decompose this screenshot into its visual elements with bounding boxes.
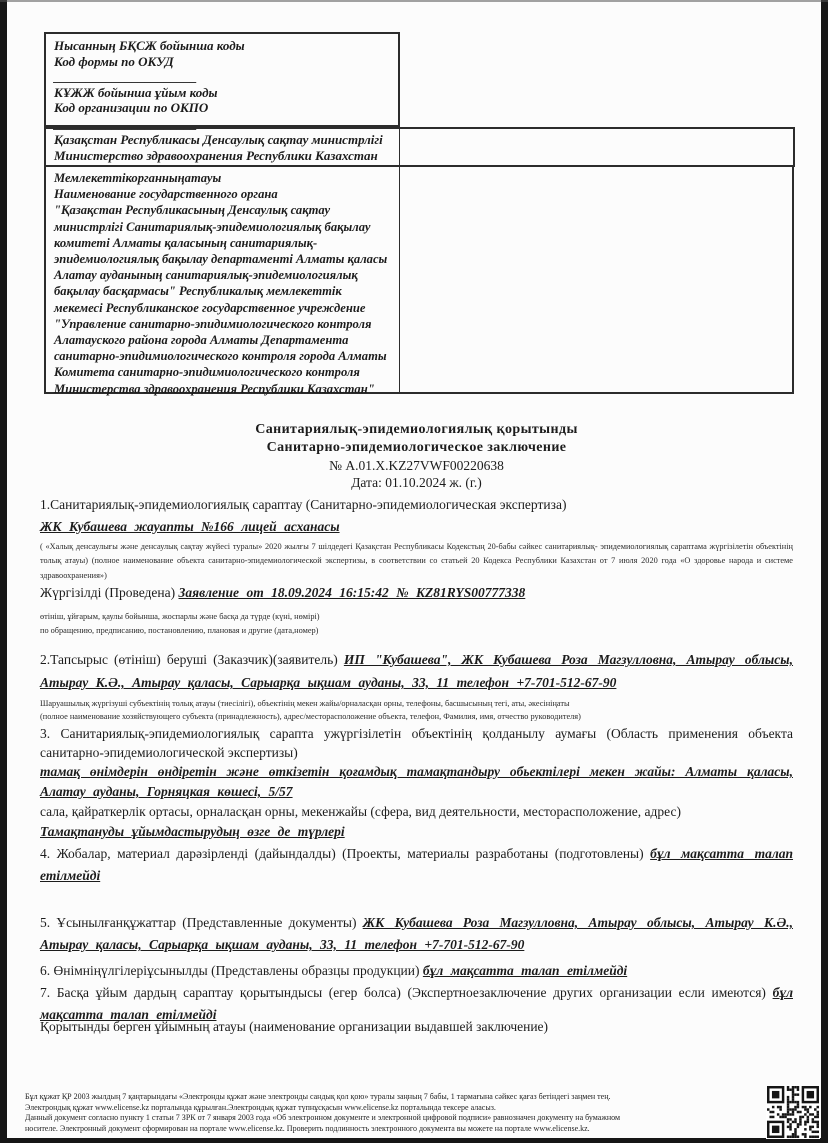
section-3-value-2: Тамақтануды ұйымдастырудың өзге де түрлері [40,824,345,839]
footer-line-2: Электрондық құжат www.elicense.kz порталында құрылған.Электрондық құжат түпнұсқасын www.elicense.kz порталында тексере аласыз. [25,1102,496,1112]
proved-note-ru: по обращению, предписанию, постановлению, плановая и другие (дата,номер) [40,625,319,635]
section-5 [40,912,793,956]
section-7-value: бұл мақсатта талап етілмейді [40,985,793,1022]
section-4 [40,843,793,887]
document-number: № А.01.Х.KZ27VWF00220638 [329,458,504,473]
gov-organ-label-kz: Мемлекеттікорганныңатауы [54,171,222,185]
section-7-label: 7. Басқа ұйым дардың сараптау қорытындысы (егер болса) (Экспертноезаключение других организации если имеются) [40,985,766,1000]
scan-edge-bottom [0,1138,828,1143]
section-1-label: 1.Санитариялық-эпидемиологиялық сараптау (Санитарно-эпидемиологическая экспертиза) [40,497,567,512]
section-6 [40,960,793,982]
ministry-name-ru: Министерство здравоохранения Республики Казахстан [54,147,378,163]
section-1-value: ЖК Кубашева жауапты №166 лицей асханасы [40,519,340,534]
section-3-label: 3. Санитариялық-эпидемиологиялық сарапта ужүргізілетін объектінің қолданылу аумағы (Область применения объекта санитарно-эпидемиологической экспертизы) [40,726,793,760]
section-1-note: ( «Халық денсаулығы және денсаулық сақтау жүйесі туралы» 2020 жылғы 7 шілдедегі Қазақстан Республикасы Кодекстың 20-бабы сәйкес санитариялық- эпидемиологиялық сараптама жүргізілетін объектінің толық атауы) (полное наименование объекта санитарно-эпидемиологической экспертизы, в соответствии со статьей 20 Кодекса Республики Казахстан от 7 июля 2020 года «О здоровье народа и системе здравоохранения») [40,542,793,580]
section-2-label: 2.Тапсырыс (өтініш) беруші (Заказчик)(заявитель) [40,652,338,667]
scan-edge-right [821,0,828,1143]
ministry-empty-cell [400,129,793,165]
section-6-label: 6. Өнімніңүлгілеріұсынылды (Представлены образцы продукции) [40,963,420,978]
section-2 [40,648,793,694]
okpo-label-kz: КҰЖЖ бойынша ұйым коды [54,84,218,100]
qr-code [766,1085,820,1139]
section-3-mid: сала, қайраткерлік ортасы, орналасқан орны, мекенжайы (сфера, вид деятельности, месторасположение, адрес) [40,804,681,819]
section-2-value: ИП "Кубашева", ЖК Кубашева Роза Магзулловна, Атырау облысы, Атырау К.Ә., Атырау қаласы, Сарыарқа ықшам ауданы, 33, 11 телефон +7-701-512-67-90 [40,652,794,690]
section-3-value-1: тамақ өнімдерін өндіретін және өткізетін қоғамдық тамақтандыру обьектілері мекен жайы: Алматы қаласы, Алатау ауданы, Горняцкая көшесі, 5/57 [40,764,793,799]
footer-line-1: Бұл құжат ҚР 2003 жылдың 7 қаңтарындағы «Электронды құжат және электронды сандық қол қою» туралы заңның 7 бабы, 1 тармағына сәйкес қағаз бетіндегі заңмен тең. [25,1092,611,1101]
section-5-label: 5. Ұсынылғанқұжаттар (Представленные документы) [40,915,357,930]
document-title-block [40,421,793,491]
section-2-note-kz: Шаруашылық жүргізуші субъектінің толық атауы (тиесілігі), объектінің мекен жайы/орналасқан орны, телефоны, басшысының тегі, аты, әкесініңаты [40,699,570,708]
section-5-value: ЖК Кубашева Роза Магзулловна, Атырау облысы, Атырау К.Ә., Атырау қаласы, Сарыарқа ықшам ауданы, 33, 11 телефон +7-701-512-67-90 [40,915,793,952]
section-6-value: бұл мақсатта талап етілмейді [422,963,628,978]
gov-organ-row [44,167,794,394]
okud-value-line: ______________________ [54,69,197,84]
section-4-label: 4. Жобалар, материал дарәзірленді (дайындалды) (Проекты, материалы разработаны (подготовлены) [40,846,644,861]
ministry-row [44,127,795,167]
okud-okpo-codes-cell [44,32,400,131]
gov-organ-empty-cell [400,167,792,392]
okud-label-kz: Нысанның БҚСЖ бойынша коды [54,38,245,53]
gov-organ-cell [46,167,400,396]
title-kz: Санитариялық-эпидемиологиялық қорытынды [255,422,578,437]
proved-note [40,610,793,637]
footer-line-3: Данный документ согласно пункту 1 статьи 7 ЗРК от 7 января 2003 года «Об электронном документе и электронной цифровой подписи» равнозначен документу на бумажном [25,1113,621,1123]
okpo-label-ru: Код организации по ОКПО [54,100,209,115]
issuer-line: Қорытынды берген ұйымның атауы (наименование организации выдавшей заключение) [40,1019,549,1034]
section-3 [40,724,793,842]
document-date: Дата: 01.10.2024 ж. (г.) [351,475,482,490]
proved-note-kz: өтініш, ұйғарым, қаулы бойынша, жоспарлы және басқа да түрде (күні, нөмірі) [40,612,320,621]
title-ru: Санитарно-эпидемиологическое заключение [266,440,567,455]
legal-footer [25,1092,758,1134]
section-2-note-ru: (полное наименование хозяйствующего субъекта (принадлежность), адрес/месторасположение объекта, телефон, Фамилия, имя, отчество руководителя) [40,712,581,721]
section-2-note [40,697,793,723]
section-1 [40,494,793,538]
okpo-value-line: ______________________ [54,115,197,131]
gov-organ-label-ru: Наименование государственного органа [54,187,278,202]
okud-label-ru: Код формы по ОКУД [54,53,174,69]
scan-edge-top [0,0,828,2]
section-4-value: бұл мақсатта талап етілмейді [40,846,794,883]
scan-edge-left [0,0,7,1143]
ministry-name-kz: Қазақстан Республикасы Денсаулық сақтау министрлігі [54,132,383,147]
footer-line-4: носителе. Электронный документ сформирован на портале www.elicense.kz. Проверить подлинность электронного документа вы можете на портале www.elicense.kz. [25,1123,590,1133]
proved-label: Жүргізілді (Проведена) [40,585,176,600]
ministry-cell [46,129,400,165]
proved-value: Заявление от 18.09.2024 16:15:42 № KZ81RYS00777338 [178,585,526,600]
gov-organ-name: "Қазақстан Республикасының Денсаулық сақтау министрлігі Санитариялық-эпидемиологиялық бақылау комитеті Алматы қаласының санитариялық-эпидемиологиялық бақылау департаменті Алматы қаласы Алатау ауданының санитариялық-эпидемиологиялық бақылау басқармасы" Республикалық мемлекеттік мекемесі Республиканское государственное учреждение "Управление санитарно-эпидимиологического контроля Алатауского района города Алматы Департамента санитарно-эпидимиологического контроля города Алматы Комитета санитарно-эпидимиологического контроля Министерства здравоохранения Республики Казахстан" [54,203,388,396]
proved-line [40,582,793,604]
